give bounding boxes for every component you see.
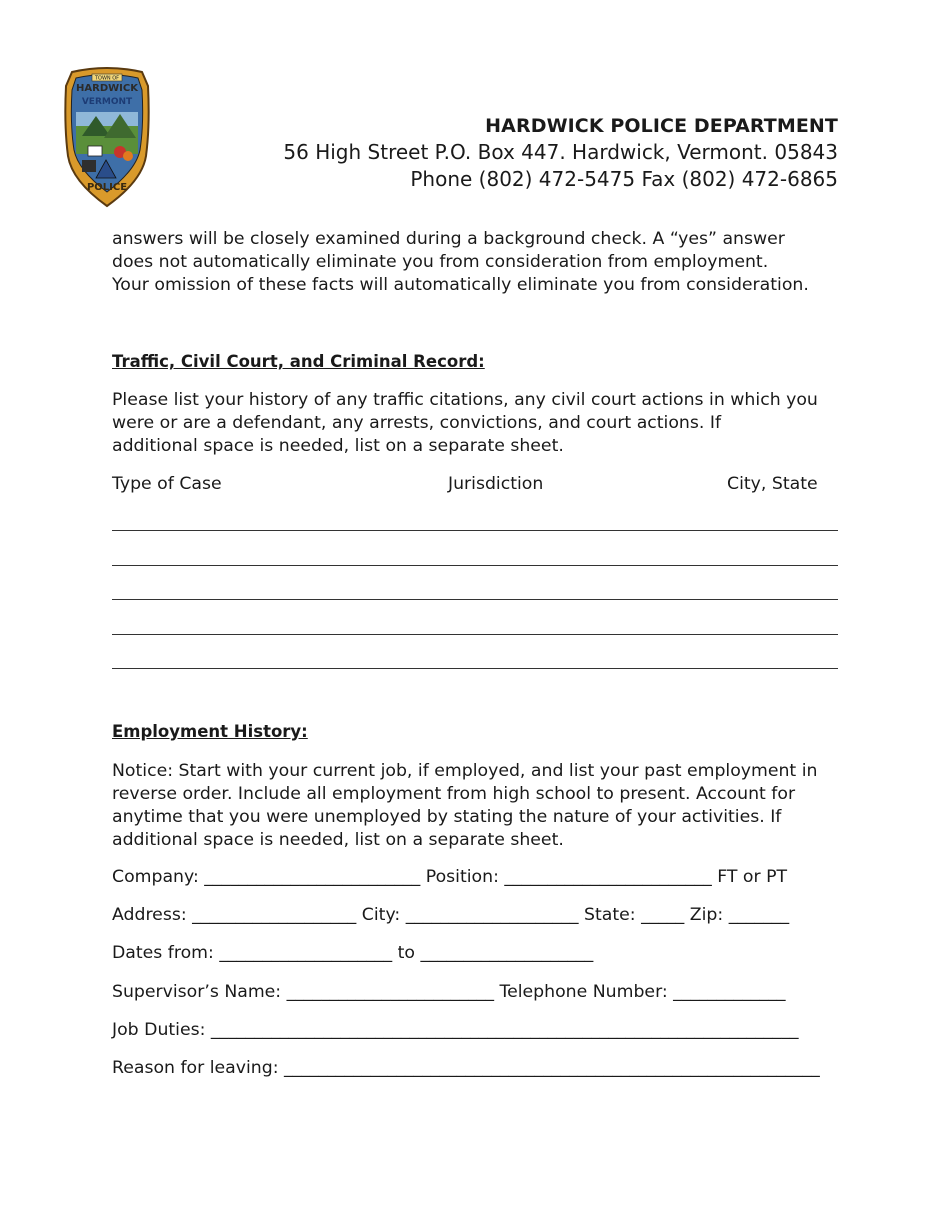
company-position-field[interactable]: Company: _________________________ Position: ________________________ FT or PT — [112, 867, 788, 887]
record-entry-line[interactable] — [112, 565, 838, 566]
record-entry-line[interactable] — [112, 530, 838, 531]
job-duties-field[interactable]: Job Duties: ____________________________________________________________________ — [112, 1020, 799, 1040]
traffic-line: additional space is needed, list on a separate sheet. — [112, 436, 564, 456]
traffic-section-heading: Traffic, Civil Court, and Criminal Record: — [112, 352, 485, 371]
address-city-state-zip-field[interactable]: Address: ___________________ City: ____________________ State: _____ Zip: _______ — [112, 905, 790, 925]
department-phone-fax: Phone (802) 472-5475 Fax (802) 472-6865 — [410, 167, 838, 191]
column-city-state: City, State — [727, 474, 818, 494]
intro-paragraph — [112, 228, 852, 297]
employment-line: additional space is needed, list on a separate sheet. — [112, 830, 564, 850]
record-entry-line[interactable] — [112, 668, 838, 669]
department-address: 56 High Street P.O. Box 447. Hardwick, Vermont. 05843 — [283, 140, 838, 164]
badge-state-text: VERMONT — [81, 97, 133, 107]
department-name: HARDWICK POLICE DEPARTMENT — [485, 115, 838, 137]
column-type-of-case: Type of Case — [112, 474, 222, 494]
employment-line: anytime that you were unemployed by stating the nature of your activities. If — [112, 807, 782, 827]
column-jurisdiction: Jurisdiction — [448, 474, 544, 494]
intro-line: does not automatically eliminate you from consideration from employment. — [112, 252, 769, 272]
record-entry-line[interactable] — [112, 634, 838, 635]
intro-line: Your omission of these facts will automatically eliminate you from consideration. — [112, 275, 809, 295]
employment-notice — [112, 760, 852, 852]
traffic-line: Please list your history of any traffic citations, any civil court actions in which you — [112, 390, 818, 410]
dates-field[interactable]: Dates from: ____________________ to ____________________ — [112, 943, 594, 963]
supervisor-telephone-field[interactable]: Supervisor’s Name: ________________________ Telephone Number: _____________ — [112, 982, 786, 1002]
traffic-instructions — [112, 389, 852, 458]
traffic-line: were or are a defendant, any arrests, convictions, and court actions. If — [112, 413, 722, 433]
police-badge-logo — [62, 66, 152, 208]
badge-bottom-text: POLICE — [86, 182, 128, 193]
employment-line: reverse order. Include all employment from high school to present. Account for — [112, 784, 796, 804]
badge-top-text: TOWN OF — [94, 75, 120, 82]
reason-for-leaving-field[interactable]: Reason for leaving: ______________________________________________________________ — [112, 1058, 820, 1078]
employment-line: Notice: Start with your current job, if employed, and list your past employment in — [112, 761, 818, 781]
record-entry-line[interactable] — [112, 599, 838, 600]
letterhead — [283, 113, 838, 193]
intro-line: answers will be closely examined during a background check. A “yes” answer — [112, 229, 785, 249]
badge-name-text: HARDWICK — [76, 83, 138, 94]
employment-section-heading: Employment History: — [112, 722, 308, 741]
